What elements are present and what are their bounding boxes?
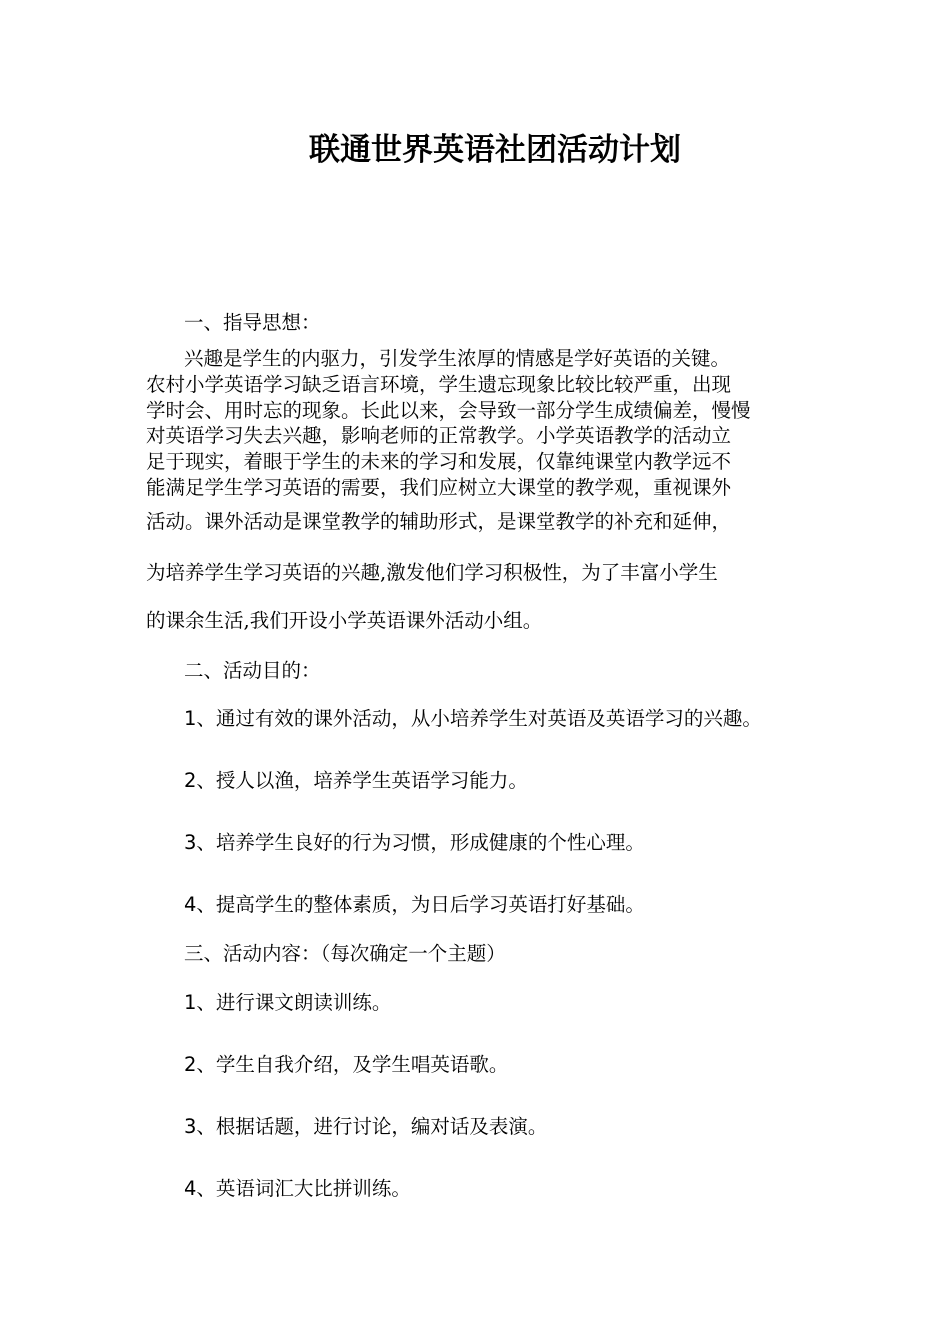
- section-heading-activity-content: 三、活动内容：（每次确定一个主题）: [184, 942, 506, 965]
- goal-item-text: 、授人以渔，培养学生英语学习能力。: [196, 769, 528, 792]
- paragraph-line: 对英语学习失去兴趣，影响老师的正常教学。小学英语教学的活动立: [146, 424, 732, 447]
- paragraph-line: 的课余生活,我们开设小学英语课外活动小组。: [146, 609, 543, 632]
- goal-item: [184, 768, 528, 794]
- content-item-number: 1: [184, 991, 197, 1014]
- paragraph-line: 兴趣是学生的内驱力，引发学生浓厚的情感是学好英语的关键。: [184, 347, 731, 370]
- goal-item-number: 2: [184, 769, 197, 792]
- goal-item-number: 1: [184, 707, 197, 730]
- content-item: [184, 1176, 411, 1202]
- paragraph-line: 学时会、用时忘的现象。长此以来，会导致一部分学生成绩偏差，慢慢: [146, 399, 751, 422]
- goal-item: [184, 830, 645, 856]
- content-item: [184, 990, 391, 1016]
- content-item: [184, 1052, 508, 1078]
- content-item-text: 、进行课文朗读训练。: [196, 991, 392, 1014]
- goal-item: [184, 706, 762, 732]
- paragraph-line: 足于现实，着眼于学生的未来的学习和发展，仅靠纯课堂内教学远不: [146, 450, 732, 473]
- content-item-text: 、根据话题，进行讨论，编对话及表演。: [196, 1115, 548, 1138]
- section-heading-activity-goals: 二、活动目的：: [184, 659, 321, 682]
- content-item-number: 4: [184, 1177, 197, 1200]
- content-item-text: 、学生自我介绍，及学生唱英语歌。: [196, 1053, 509, 1076]
- paragraph-line: 为培养学生学习英语的兴趣,激发他们学习积极性，为了丰富小学生: [146, 561, 718, 584]
- paragraph-line: 活动。课外活动是课堂教学的辅助形式，是课堂教学的补充和延伸，: [146, 510, 732, 533]
- content-item-number: 2: [184, 1053, 197, 1076]
- goal-item-number: 3: [184, 831, 197, 854]
- goal-item: [184, 892, 645, 918]
- paragraph-line: 能满足学生学习英语的需要，我们应树立大课堂的教学观，重视课外: [146, 476, 732, 499]
- document-title: 联通世界英语社团活动计划: [309, 132, 681, 168]
- content-item: [184, 1114, 547, 1140]
- goal-item-number: 4: [184, 893, 197, 916]
- content-item-number: 3: [184, 1115, 197, 1138]
- paragraph-line: 农村小学英语学习缺乏语言环境，学生遗忘现象比较比较严重，出现: [146, 373, 732, 396]
- goal-item-text: 、提高学生的整体素质，为日后学习英语打好基础。: [196, 893, 645, 916]
- content-item-text: 、英语词汇大比拼训练。: [196, 1177, 411, 1200]
- section-heading-guiding-ideology: 一、指导思想：: [184, 311, 321, 334]
- goal-item-text: 、培养学生良好的行为习惯，形成健康的个性心理。: [196, 831, 645, 854]
- goal-item-text: 、通过有效的课外活动，从小培养学生对英语及英语学习的兴趣。: [196, 707, 762, 730]
